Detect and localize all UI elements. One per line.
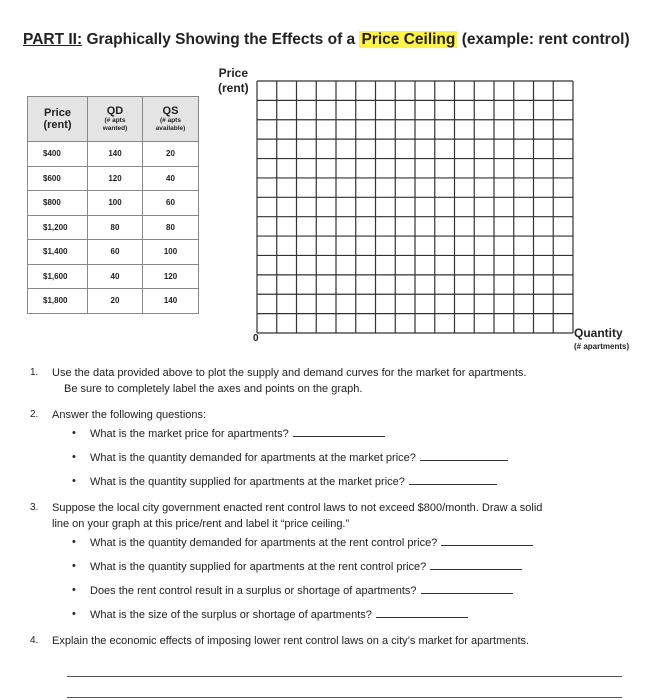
question-3: 3. Suppose the local city government enacted rent control laws to not exceed $800/month. Draw a solid line on your graph at this price/rent and label it “price ceiling.” • What is the quantity demanded for apartments at the rent control price? • What is the quantity supplied for apartments at the rent control price? • Does the rent control result in a surplus or shortage of apartments? • What is the size of the surplus or shortage of apartments? — [30, 500, 630, 623]
table-row: $1,600 40 120 — [28, 264, 199, 289]
list-item: • What is the quantity demanded for apartments at the market price? — [52, 449, 630, 466]
table-row: $1,800 20 140 — [28, 289, 199, 314]
answer-blank[interactable] — [421, 582, 513, 594]
answer-blank[interactable] — [430, 558, 522, 570]
answer-blank[interactable] — [441, 534, 533, 546]
answer-line[interactable] — [67, 676, 622, 677]
question-1: 1. Use the data provided above to plot the supply and demand curves for the market for apartments. Be sure to completely label the axes and points on the graph. — [30, 367, 527, 395]
title-part: PART II: — [23, 31, 83, 48]
questions-section — [30, 365, 630, 659]
list-item: • What is the quantity supplied for apartments at the rent control price? — [52, 558, 630, 575]
table-row: $1,200 80 80 — [28, 215, 199, 240]
title-highlight: Price Ceiling — [361, 31, 456, 48]
list-item: • What is the size of the surplus or shortage of apartments? — [52, 606, 630, 623]
table-row: $800 100 60 — [28, 191, 199, 216]
list-item: • What is the market price for apartments? — [52, 425, 630, 442]
list-item: • Does the rent control result in a surplus or shortage of apartments? — [52, 582, 630, 599]
title-pre: Graphically Showing the Effects of a — [86, 31, 356, 48]
header-qs: QS (# apts available) — [143, 97, 199, 142]
title-post: (example: rent control) — [461, 31, 630, 48]
answer-line[interactable] — [67, 697, 622, 698]
y-axis-label: Price (rent) — [218, 66, 249, 95]
table-row: $400 140 20 — [28, 142, 199, 167]
table-row: $600 120 40 — [28, 166, 199, 191]
list-item: • What is the quantity supplied for apartments at the market price? — [52, 473, 630, 490]
origin-label: 0 — [253, 333, 259, 344]
page-title — [23, 31, 630, 49]
schedule-table — [27, 96, 199, 314]
answer-blank[interactable] — [376, 606, 468, 618]
answer-blank[interactable] — [420, 449, 508, 461]
blank-graph-grid[interactable] — [256, 80, 574, 334]
answer-blank[interactable] — [293, 425, 385, 437]
question-2: 2. Answer the following questions: • What is the market price for apartments? • What is the quantity demanded for apartments at the market price? • What is the quantity supplied for apartments at the market price? — [30, 407, 630, 490]
list-item: • What is the quantity demanded for apartments at the rent control price? — [52, 534, 630, 551]
question-4: 4. Explain the economic effects of imposing lower rent control laws on a city’s market for apartments. — [30, 635, 530, 647]
table-row: $1,400 60 100 — [28, 240, 199, 265]
x-axis-label: Quantity (# apartments) — [574, 326, 630, 351]
header-price: Price (rent) — [28, 97, 88, 142]
header-qd: QD (# apts wanted) — [88, 97, 143, 142]
answer-blank[interactable] — [409, 473, 497, 485]
